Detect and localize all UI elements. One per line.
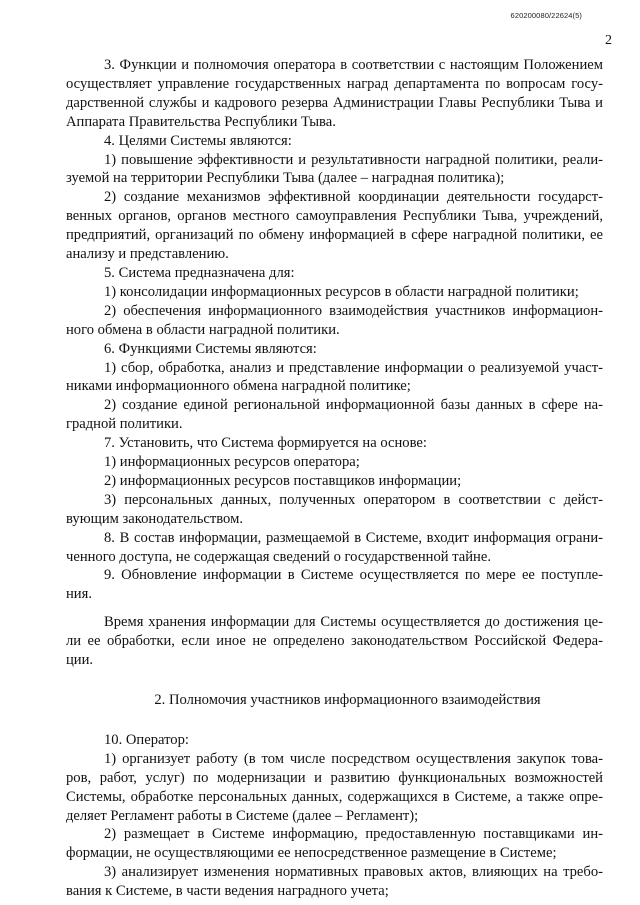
text-line: предприятий, организаций по обмену информацией в сфере наградной политики, ее [66, 227, 603, 244]
text-line: осуществляет управление государственных наград департамента по вопросам госу- [66, 75, 603, 92]
text-line: зуемой на территории Республики Тыва (далее – наградная политика); [66, 170, 505, 187]
text-line: 3. Функции и полномочия оператора в соответствии с настоящим Положением [104, 57, 603, 73]
text-line: 9. Обновление информации в Системе осуществляется по мере ее поступле- [104, 567, 603, 584]
spacer [66, 710, 603, 722]
document-body [66, 56, 603, 901]
text-line: ния. [66, 586, 92, 603]
text-line: 10. Оператор: [104, 731, 189, 748]
text-line: 3) персональных данных, полученных оператором в соответствии с дейст- [104, 491, 603, 508]
text-line: 1) сбор, обработка, анализ и представление информации о реализуемой участ- [104, 359, 603, 376]
text-line: 4. Целями Системы являются: [104, 132, 292, 149]
text-line: 1) консолидации информационных ресурсов в области наградной политики; [104, 283, 579, 300]
text-line: ного обмена в области наградной политики. [66, 321, 340, 338]
text-line: 1) информационных ресурсов оператора; [104, 454, 360, 471]
text-line: деляет Регламент работы в Системе (далее – Регламент); [66, 807, 419, 824]
text-line: Время хранения информации для Системы осуществляется до достижения це- [104, 614, 603, 631]
spacer [66, 604, 603, 613]
spacer [66, 722, 603, 731]
text-line: Аппарата Правительства Республики Тыва. [66, 113, 336, 130]
text-line: ции. [66, 652, 94, 669]
text-line: формации, не осуществляющими ее непосредственное размещение в Системе; [66, 845, 557, 862]
text-line: ров, работ, услуг) по модернизации и развитию функциональных возможностей [66, 769, 603, 786]
spacer [66, 682, 603, 691]
section-heading: 2. Полномочия участников информационного взаимодействия [154, 692, 541, 708]
spacer [66, 670, 603, 682]
page-number: 2 [605, 33, 612, 48]
text-line: венных органов, органов местного самоуправления Республики Тыва, учреждений, [66, 208, 603, 225]
text-line: Системы, обработке персональных данных, содержащихся в Системе, а также опре- [66, 788, 603, 805]
text-line: никами информационного обмена наградной политике; [66, 378, 411, 395]
text-line: 1) организует работу (в том числе посредством осуществления закупок това- [104, 750, 603, 767]
text-line: 2) создание механизмов эффективной координации деятельности государст- [104, 189, 603, 206]
text-line: 2) информационных ресурсов поставщиков информации; [104, 472, 462, 489]
text-line: 2) создание единой региональной информационной базы данных в сфере на- [104, 397, 603, 414]
text-line: ченного доступа, не содержащая сведений о государственной тайне. [66, 548, 491, 565]
text-line: вующим законодательством. [66, 510, 243, 527]
text-line: 1) повышение эффективности и результативности наградной политики, реали- [104, 151, 603, 168]
text-line: 7. Установить, что Система формируется на основе: [104, 435, 427, 452]
text-line: дарственной службы и кадрового резерва Администрации Главы Республики Тыва и [66, 94, 603, 111]
text-line: 2) обеспечения информационного взаимодействия участников информацион- [104, 302, 603, 319]
text-line: 5. Система предназначена для: [104, 264, 295, 281]
document-code: 620200080/22624(5) [510, 11, 582, 20]
text-line: 8. В состав информации, размещаемой в Системе, входит информация ограни- [104, 529, 603, 546]
text-line: 6. Функциями Системы являются: [104, 340, 317, 357]
text-line: 2) размещает в Системе информацию, предоставленную поставщиками ин- [104, 826, 603, 843]
text-line: анализу и представлению. [66, 246, 229, 263]
text-line: вания к Системе, в части ведения наградного учета; [66, 883, 389, 900]
text-line: градной политики. [66, 416, 183, 433]
text-line: 3) анализирует изменения нормативных правовых актов, влияющих на требо- [104, 864, 603, 881]
text-line: ли ее обработки, если иное не определено законодательством Российской Федера- [66, 633, 603, 650]
